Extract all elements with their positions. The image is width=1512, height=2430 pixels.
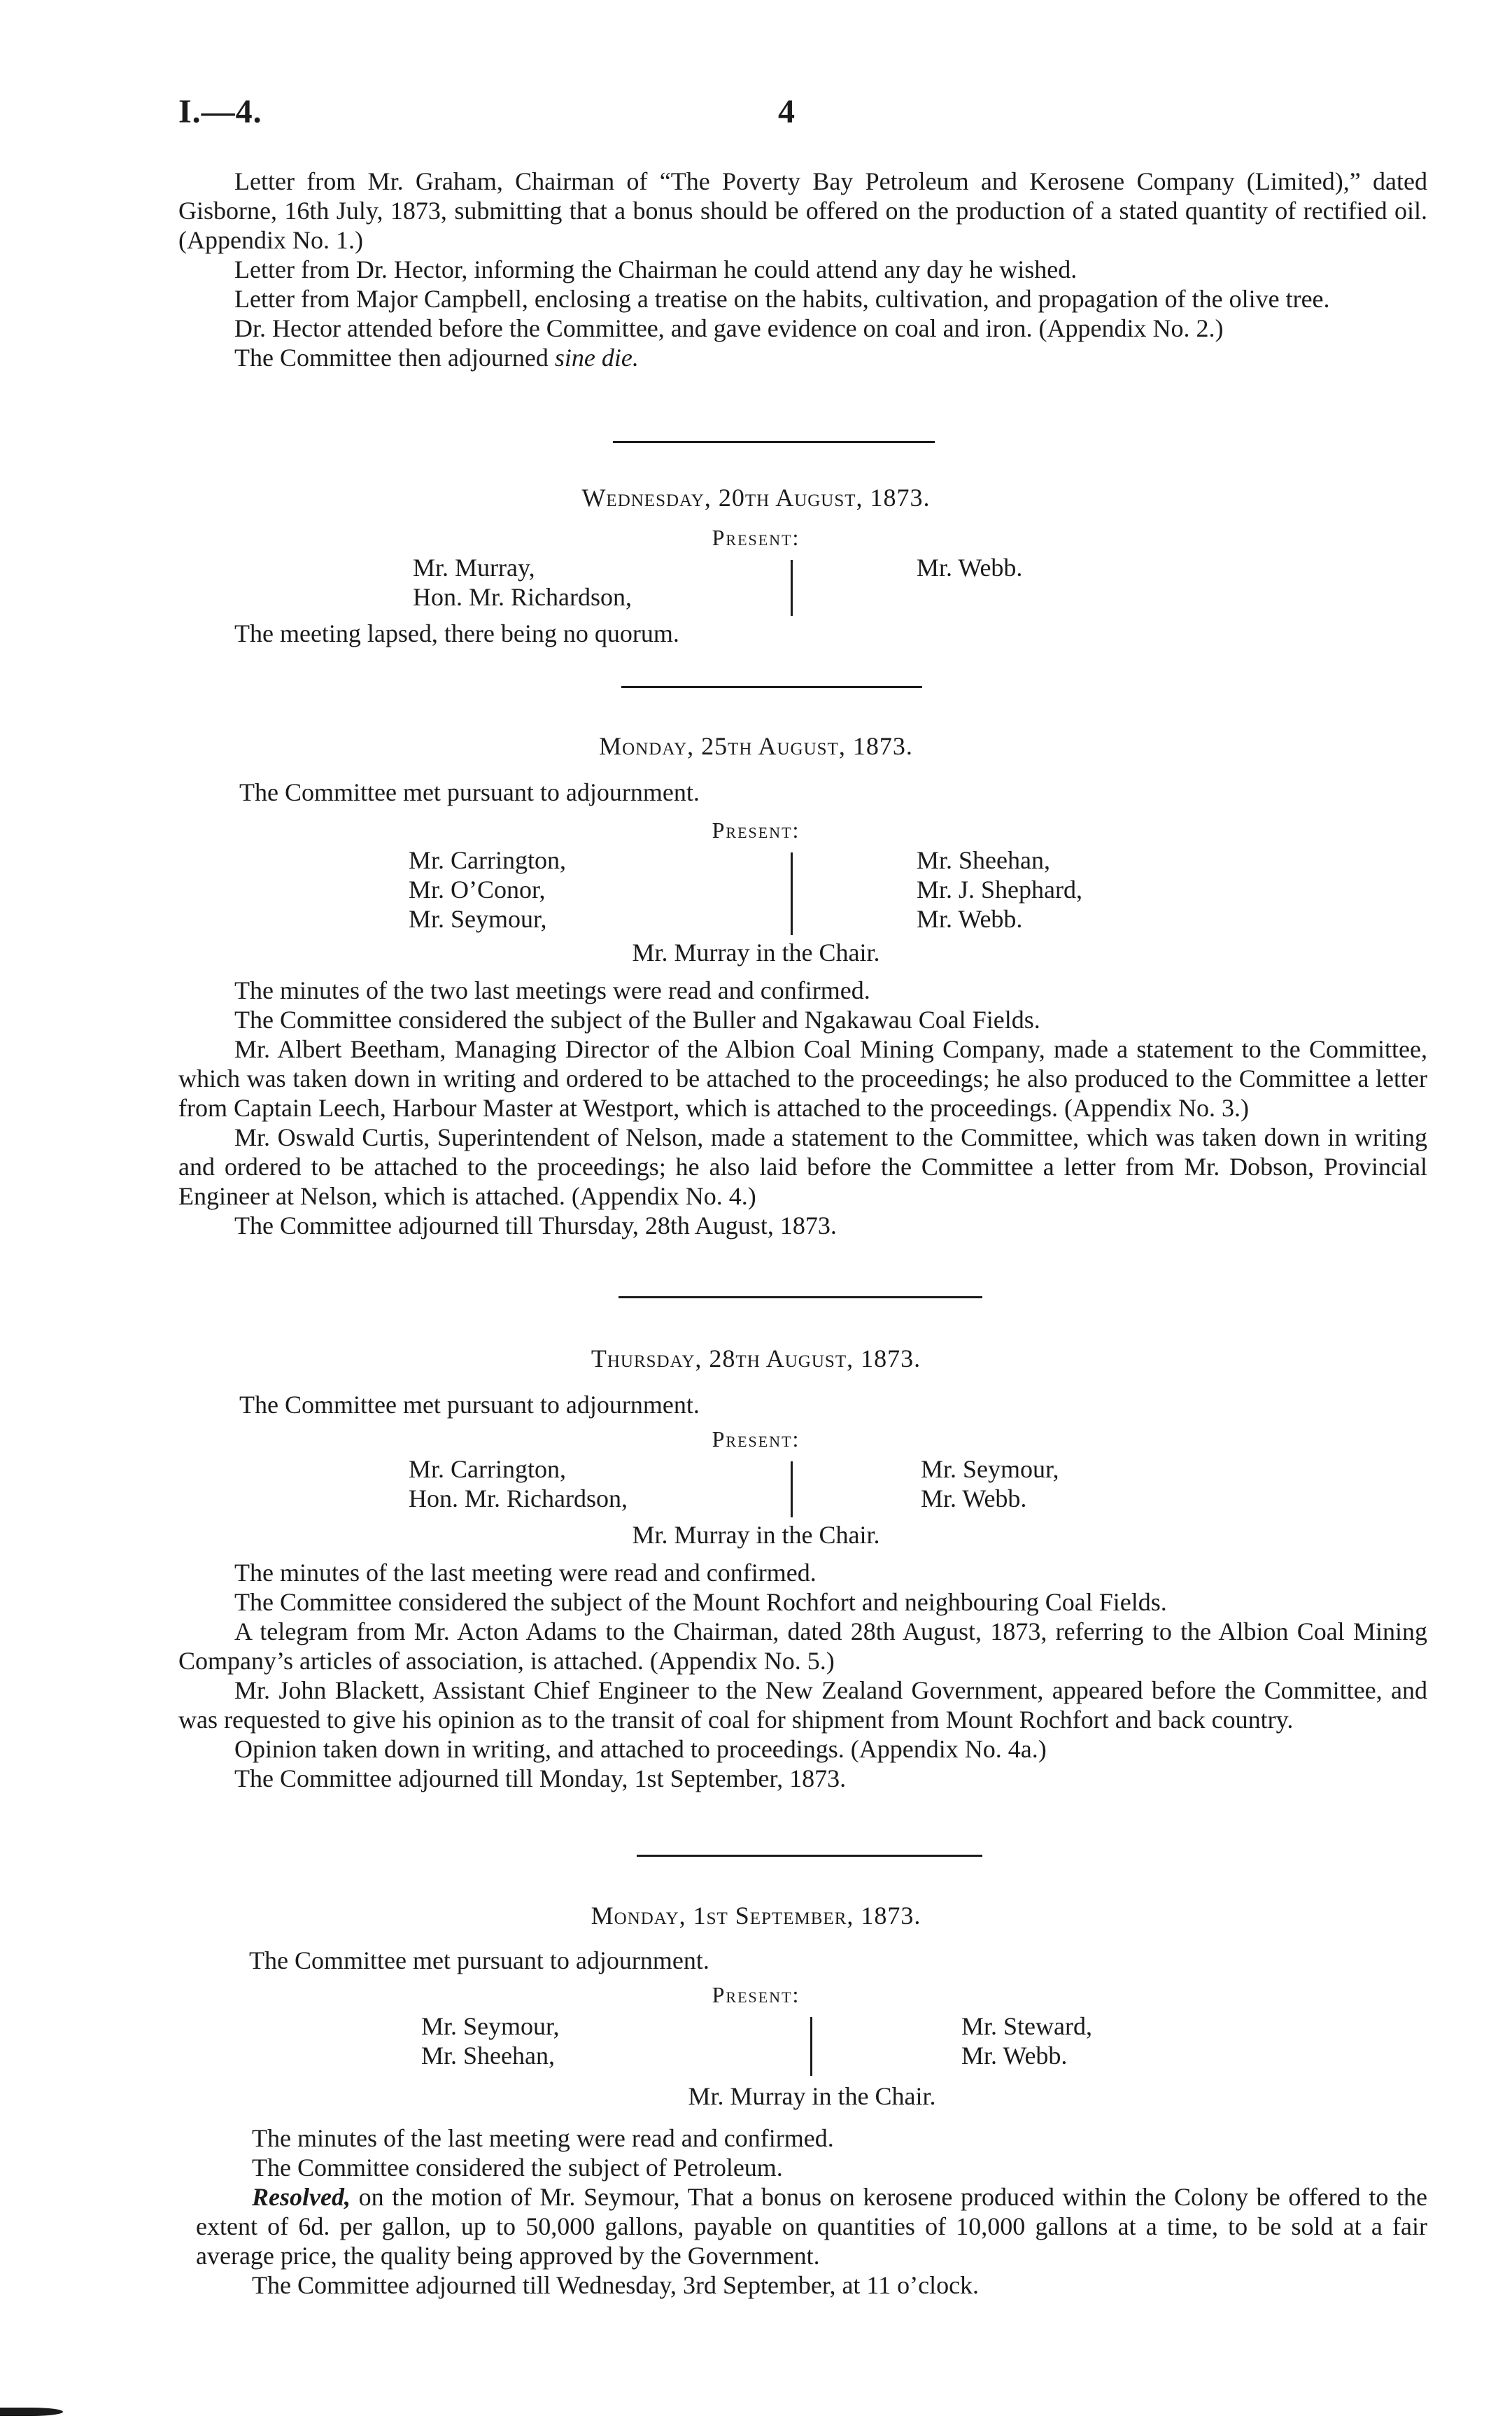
chair-line: Mr. Murray in the Chair. xyxy=(688,2082,936,2110)
meeting-date: Wednesday, 20th August, 1873. xyxy=(581,484,931,512)
paragraph: The Committee adjourned till Monday, 1st September, 1873. xyxy=(234,1764,847,1792)
attendees-right xyxy=(917,553,1022,582)
paragraph xyxy=(196,2182,1427,2270)
present-label: Present: xyxy=(712,817,800,843)
attendee: Mr. J. Shephard, xyxy=(917,876,1082,904)
paragraph: The Committee considered the subject of Petroleum. xyxy=(252,2154,783,2182)
attendees-left xyxy=(421,2011,560,2070)
paragraph: Mr. John Blackett, Assistant Chief Engineer to the New Zealand Government, appeared before the Committee, and was requested to give his opinion as to the transit of coal for shipment from Mount Rochfort and back country. xyxy=(178,1676,1427,1734)
paragraph: The Committee adjourned till Thursday, 28th August, 1873. xyxy=(234,1212,837,1239)
paragraph: The minutes of the two last meetings were read and confirmed. xyxy=(234,976,870,1004)
paragraph-italic: sine die. xyxy=(554,344,639,372)
page-number: 4 xyxy=(778,93,795,130)
column-divider xyxy=(810,2017,812,2076)
met-line: The Committee met pursuant to adjournment. xyxy=(239,1391,700,1419)
paragraph: Opinion taken down in writing, and attached to proceedings. (Appendix No. 4a.) xyxy=(234,1735,1047,1763)
attendee: Mr. Carrington, xyxy=(409,846,566,874)
present-label: Present: xyxy=(712,525,800,550)
attendee: Mr. Sheehan, xyxy=(421,2042,555,2070)
paragraph: A telegram from Mr. Acton Adams to the Chairman, dated 28th August, 1873, referring to the Albion Coal Mining Company’s articles of association, is attached. (Appendix No. 5.) xyxy=(178,1617,1427,1675)
met-line: The Committee met pursuant to adjournment. xyxy=(249,1946,709,1974)
attendees-right xyxy=(921,1454,1059,1513)
attendees-right xyxy=(917,845,1082,934)
met-line: The Committee met pursuant to adjournment. xyxy=(239,778,700,806)
attendee: Mr. Sheehan, xyxy=(917,846,1050,874)
attendee: Mr. Murray, xyxy=(413,554,535,582)
paragraph: The Committee considered the subject of the Buller and Ngakawau Coal Fields. xyxy=(234,1006,1040,1034)
attendee: Mr. Webb. xyxy=(921,1484,1027,1512)
section-body xyxy=(178,1558,1427,1793)
attendee: Hon. Mr. Richardson, xyxy=(409,1484,628,1512)
attendee: Mr. Steward, xyxy=(961,2012,1092,2040)
column-divider xyxy=(791,560,793,616)
attendee: Mr. Seymour, xyxy=(921,1455,1059,1483)
intro-section xyxy=(178,167,1427,372)
column-divider xyxy=(791,1461,793,1517)
resolved-label: Resolved, xyxy=(252,2183,351,2211)
meeting-date: Monday, 25th August, 1873. xyxy=(599,732,913,760)
paragraph: Mr. Oswald Curtis, Superintendent of Nelson, made a statement to the Committee, which was taken down in writing and ordered to be attached to the proceedings; he also laid before the Committee a letter from Mr. Dobson, Provincial Engineer at Nelson, which is attached. (Appendix No. 4.) xyxy=(178,1123,1427,1210)
section-divider xyxy=(619,1296,982,1298)
section-divider xyxy=(613,441,935,443)
attendee: Mr. Webb. xyxy=(961,2042,1068,2070)
attendee: Mr. Seymour, xyxy=(409,905,547,933)
paragraph-text: on the motion of Mr. Seymour, That a bonus on kerosene produced within the Colony be offered to the extent of 6d. per gallon, up to 50,000 gallons, payable on quantities of 10,000 gallons at a time, to be sold at a fair average price, the quality being approved by the Government. xyxy=(196,2183,1427,2270)
paragraph: Letter from Dr. Hector, informing the Chairman he could attend any day he wished. xyxy=(234,255,1078,283)
paragraph xyxy=(178,343,1427,372)
meeting-date: Thursday, 28th August, 1873. xyxy=(591,1344,921,1372)
chair-line: Mr. Murray in the Chair. xyxy=(632,1521,880,1549)
scan-mark xyxy=(0,2408,63,2416)
section-body xyxy=(196,2123,1427,2300)
paragraph: Letter from Mr. Graham, Chairman of “The Poverty Bay Petroleum and Kerosene Company (Limited),” dated Gisborne, 16th July, 1873, submitting that a bonus should be offered on the production of a stated quantity of rectified oil. (Appendix No. 1.) xyxy=(178,167,1427,254)
chair-line: Mr. Murray in the Chair. xyxy=(632,939,880,967)
attendee: Mr. O’Conor, xyxy=(409,876,546,904)
attendees-right xyxy=(961,2011,1092,2070)
section-body xyxy=(178,619,1427,648)
paragraph: The Committee adjourned till Wednesday, 3rd September, at 11 o’clock. xyxy=(252,2271,980,2299)
present-label: Present: xyxy=(712,1426,800,1452)
paragraph: The minutes of the last meeting were read and confirmed. xyxy=(234,1559,817,1587)
paragraph-text: The Committee then adjourned xyxy=(234,344,555,372)
attendee: Mr. Webb. xyxy=(917,554,1023,582)
section-body xyxy=(178,976,1427,1240)
paragraph: The minutes of the last meeting were read and confirmed. xyxy=(252,2124,834,2152)
attendees-left xyxy=(409,845,566,934)
paragraph: Mr. Albert Beetham, Managing Director of the Albion Coal Mining Company, made a statement to the Committee, which was taken down in writing and ordered to be attached to the proceedings; he also produced to the Committee a letter from Captain Leech, Harbour Master at Westport, which is attached to the proceedings. (Appendix No. 3.) xyxy=(178,1035,1427,1122)
series-header: I.—4. xyxy=(178,93,262,130)
attendee: Mr. Carrington, xyxy=(409,1455,566,1483)
attendees-left xyxy=(413,553,632,612)
present-label: Present: xyxy=(712,1982,800,2007)
attendee: Mr. Webb. xyxy=(917,905,1023,933)
paragraph: Dr. Hector attended before the Committee, and gave evidence on coal and iron. (Appendix No. 2.) xyxy=(234,314,1224,342)
attendee: Hon. Mr. Richardson, xyxy=(413,583,632,611)
section-divider xyxy=(637,1855,982,1857)
section-divider xyxy=(621,686,922,688)
paragraph: Letter from Major Campbell, enclosing a treatise on the habits, cultivation, and propagation of the olive tree. xyxy=(234,285,1330,313)
column-divider xyxy=(791,852,793,935)
attendee: Mr. Seymour, xyxy=(421,2012,560,2040)
meeting-date: Monday, 1st September, 1873. xyxy=(591,1902,921,1930)
paragraph: The meeting lapsed, there being no quorum. xyxy=(234,619,679,647)
paragraph: The Committee considered the subject of the Mount Rochfort and neighbouring Coal Fields. xyxy=(234,1588,1167,1616)
attendees-left xyxy=(409,1454,628,1513)
